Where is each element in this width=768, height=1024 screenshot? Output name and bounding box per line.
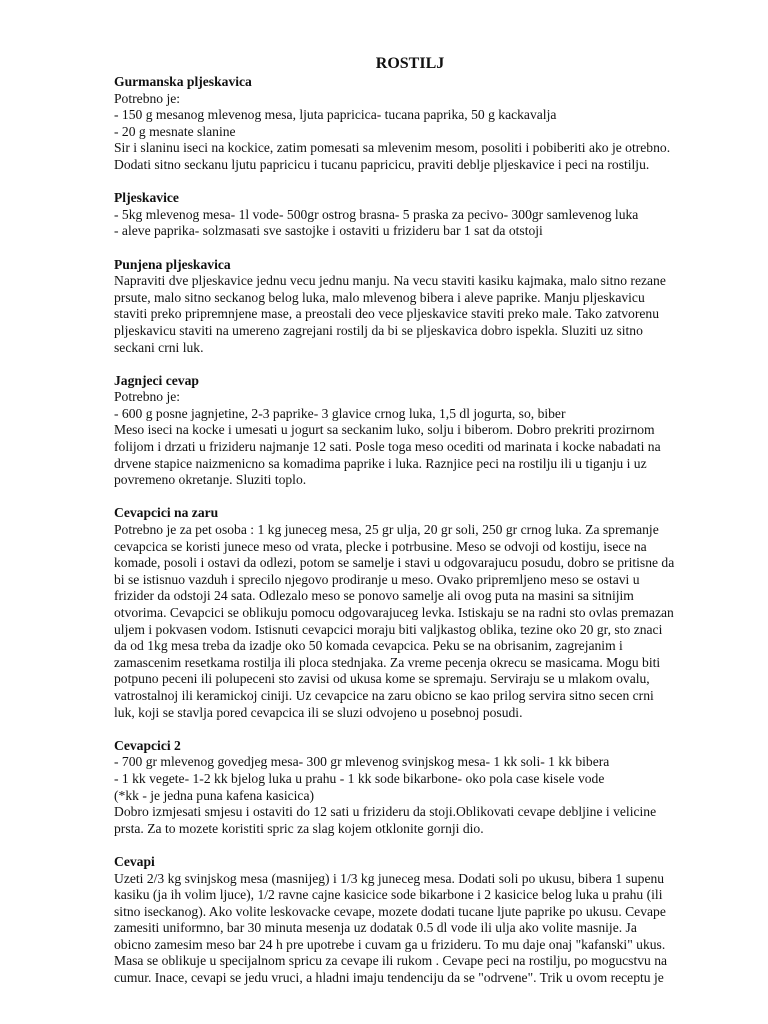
recipe-text-line: kasiku (ja ih volim ljuce), 1/2 ravne cajne kasicice sode bikarbone i 2 kasicice belog luka u prahu (ili (114, 887, 663, 903)
recipe-text-line: - 150 g mesanog mlevenog mesa, ljuta papricica- tucana paprika, 50 g kackavalja (114, 107, 557, 123)
recipe-text-line: prsta. Za to mozete koristiti spric za slag kojem otklonite gornji dio. (114, 820, 484, 836)
recipe-sections (114, 74, 686, 987)
recipe-title: Pljeskavice (114, 190, 179, 206)
recipe-text-line: - 600 g posne jagnjetine, 2-3 paprike- 3 glavice crnog luka, 1,5 dl jogurta, so, biber (114, 405, 566, 421)
recipe-text-line: frizider da odstoji 24 sata. Odlezalo meso se ponovo samelje ali ovog puta na masini sa sitnijim (114, 588, 634, 604)
recipe-text-line: - 5kg mlevenog mesa- 1l vode- 500gr ostrog brasna- 5 praska za pecivo- 300gr samlevenog luka (114, 206, 639, 222)
recipe-text-line: da od 1kg mesa treba da izadje oko 50 komada cevapcica. Peku se na obrisanim, zagrejanim i (114, 638, 623, 654)
recipe-text-line: Napraviti dve pljeskavice jednu vecu jednu manju. Na vecu staviti kasiku kajmaka, malo sitno rezane (114, 273, 666, 289)
recipe-text-line: cevapcica se koristi junece meso od vrata, plecke i potrbusine. Meso se odvoji od kostiju, isece na (114, 538, 647, 554)
recipe-text-line: Meso iseci na kocke i umesati u jogurt sa seckanim luko, solju i biberom. Dobro prekriti prozirnom (114, 422, 655, 438)
recipe-title: Cevapi (114, 853, 155, 869)
recipe-text-line: Potrebno je za pet osoba : 1 kg juneceg mesa, 25 gr ulja, 20 gr soli, 250 gr crnog luka. Za spremanje (114, 522, 659, 538)
recipe-text-line: Masa se oblikuje u specijalnom spricu za cevape ili rukom . Cevape peci na rostilju, po mogucstvu na (114, 953, 668, 969)
recipe-section (114, 257, 686, 357)
recipe-title: Cevapcici na zaru (114, 505, 219, 521)
recipe-text-line: vatrostalnoj ili keramickoj ciniji. Uz cevapcice na zaru obicno se kao prilog servira sitno secen crni (114, 687, 654, 703)
recipe-title: Cevapcici 2 (114, 737, 181, 753)
recipe-section (114, 854, 686, 987)
recipe-text-line: folijom i drzati u frizideru najmanje 12 sati. Posle toga meso ocediti od marinata i kocke nabadati na (114, 439, 661, 455)
recipe-text-line: (*kk - je jedna puna kafena kasicica) (114, 787, 315, 803)
recipe-section (114, 74, 686, 174)
recipe-text-line: luk, koji se stavlja pored cevapcica ili se sluzi odvojeno u posebnoj posudi. (114, 704, 523, 720)
document-title: ROSTILJ (375, 55, 445, 72)
recipe-title: Jagnjeci cevap (114, 372, 199, 388)
recipe-text-line: - aleve paprika- solzmasati sve sastojke i ostaviti u frizideru bar 1 sat da otstoji (114, 223, 543, 239)
recipe-text-line: sitno iseckanog). Ako volite leskovacke cevape, mozete dodati tucane ljute paprike po ukusu. Cevape (114, 903, 666, 919)
recipe-text-line: Potrebno je: (114, 90, 181, 106)
recipe-text-line: - 20 g mesnate slanine (114, 123, 236, 139)
recipe-text-line: otvorima. Cevapcici se oblikuju pomocu odgovarajuceg levka. Istiskaju se na radni sto ovlas premazan (114, 605, 674, 620)
recipe-text-line: pljeskavicu staviti na umereno zagrejani rostilj da bi se pljeskavica dobro ispekla. Sluziti uz sitno (114, 322, 643, 338)
recipe-title: Punjena pljeskavica (114, 256, 231, 272)
recipe-text-line: obicno zamesim meso bar 24 h pre upotrebe i cuvam ga u frizideru. To mu daje onaj "kafanski" ukus. (114, 936, 666, 952)
recipe-text-line: Sir i slaninu iseci na kockice, zatim pomesati sa mlevenim mesom, posoliti i pobiberiti ako je otrebno. (114, 140, 671, 156)
recipe-text-line: Potrebno je: (114, 389, 181, 405)
recipe-text-line: Dodati sitno seckanu ljutu papricicu i tucanu papricicu, praviti deblje pljeskavice i peci na rostilju. (114, 156, 650, 172)
recipe-text-line: potpuno peceni ili polupeceni sto zavisi od ukusa kome se spremaju. Serviraju se u mlakom ovalu, (114, 671, 650, 687)
recipe-text-line: uljem i pokvasen vodom. Istisnuti cevapcici moraju biti valjkastog oblika, tezine oko 20 gr, sto znaci (114, 621, 663, 637)
recipe-text-line: Dobro izmjesati smjesu i ostaviti do 12 sati u frizideru da stoji.Oblikovati cevape debljine i velicine (114, 804, 657, 820)
recipe-title: Gurmanska pljeskavica (114, 74, 252, 89)
recipe-text-line: zamesiti uniformno, bar 30 minuta mesenja uz dodatak 0.5 dl vode ili ulja ako volite masnije. Ja (114, 920, 637, 936)
recipe-section (114, 190, 686, 240)
recipe-text-line: drvene stapice naizmenicno sa komadima paprike i luka. Raznjice peci na rostilju ili u tiganju i uz (114, 455, 647, 471)
recipe-text-line: - 1 kk vegete- 1-2 kk bjelog luka u prahu - 1 kk sode bikarbone- oko pola case kisele vode (114, 770, 605, 786)
recipe-text-line: komade, posoli i ostavi da odlezi, potom se samelje i stavi u odgovarajucu posudu, dobro se pritisne da (114, 555, 675, 571)
document-body (114, 54, 686, 1003)
recipe-text-line: povremeno okretanje. Sluziti toplo. (114, 472, 307, 488)
recipe-text-line: seckani crni luk. (114, 339, 204, 355)
recipe-text-line: zamascenim resetkama rostilja ili ploca stednjaka. Za vreme pecenja okrecu se masicama. Mogu biti (114, 654, 661, 670)
recipe-section (114, 505, 686, 721)
recipe-section (114, 738, 686, 838)
recipe-text-line: bi se istisnuo vazduh i sprecilo njegovo prodiranje u meso. Ovako pripremljeno meso se ostavi u (114, 571, 640, 587)
recipe-text-line: prsute, malo sitno seckanog belog luka, malo mlevenog bibera i aleve paprike. Manju pljeskavicu (114, 289, 645, 305)
recipe-text-line: staviti preko pripremnjene mase, a preostali deo vece pljeskavice staviti preko male. Tako zatvorenu (114, 306, 659, 322)
recipe-text-line: Uzeti 2/3 kg svinjskog mesa (masnijeg) i 1/3 kg juneceg mesa. Dodati soli po ukusu, bibera 1 supenu (114, 870, 665, 886)
recipe-section (114, 373, 686, 489)
recipe-text-line: - 700 gr mlevenog govedjeg mesa- 300 gr mlevenog svinjskog mesa- 1 kk soli- 1 kk bibera (114, 754, 610, 770)
recipe-text-line: cumur. Inace, cevapi se jedu vruci, a hladni imaju tendenciju da se "odrvene". Trik u ovom receptu je (114, 970, 664, 986)
